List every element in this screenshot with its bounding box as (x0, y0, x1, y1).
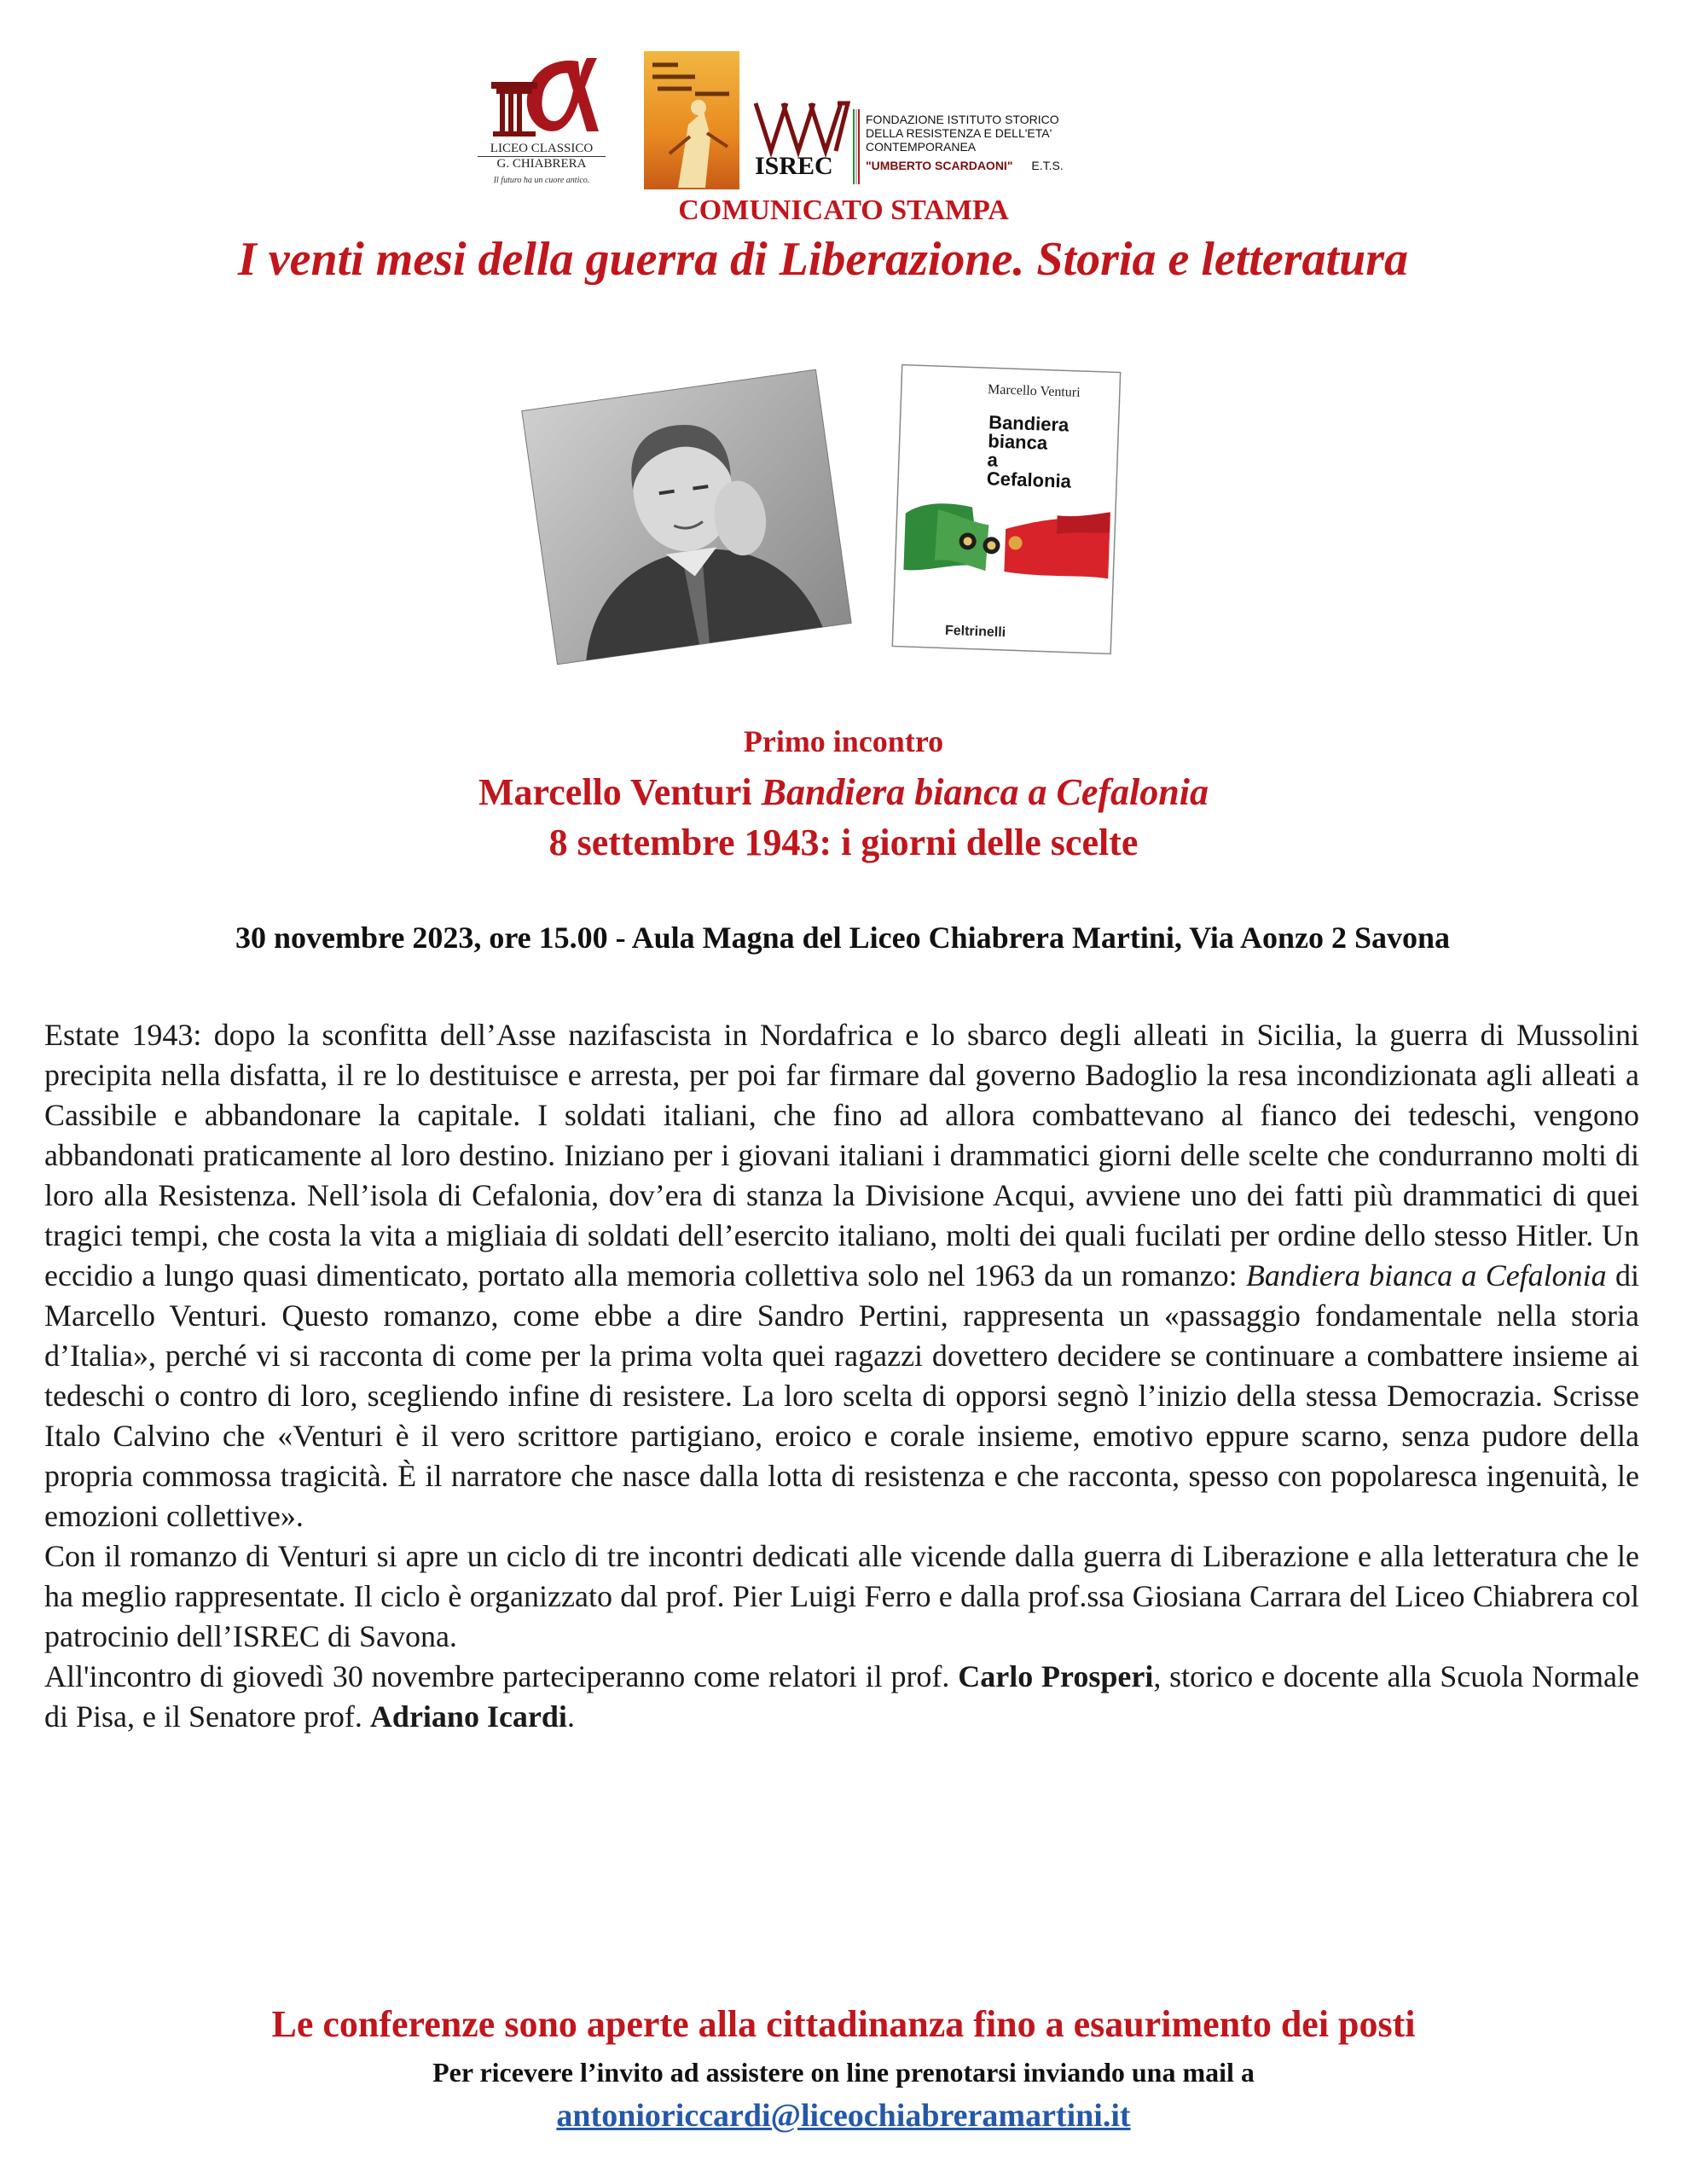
alpha-column-icon (478, 53, 606, 142)
body-p1-end: di Marcello Venturi. Questo romanzo, come ebbe a dire Sandro Pertini, rappresenta un «passaggio fondamentale nella storia d’Italia», perché vi si racconta di come per la prima volta quei ragazzi dovettero decidere se continuare a combattere insieme ai tedeschi o contro di loro, scegliendo infine di resistere. La loro scelta di opporsi segnò l’inizio della stessa Democrazia. Scrisse Italo Calvino che «Venturi è il vero scrittore partigiano, eroico e corale insieme, emotivo eppure scarno, senza pudore della propria commossa tragicità. È il narratore che nasce dalla lotta di resistenza e che racconta, spesso con popolaresca ingenuità, le emozioni collettive». (44, 1258, 1639, 1533)
fondazione-suffix: E.T.S. (1031, 159, 1064, 172)
fondazione-text (866, 113, 1156, 172)
event-book-title: Bandiera bianca a Cefalonia (761, 771, 1209, 813)
event-kicker: Primo incontro (743, 724, 944, 758)
author-portrait-icon (516, 363, 857, 671)
fondazione-line2: DELLA RESISTENZA E DELL'ETA' CONTEMPORANEA (866, 126, 1052, 154)
book-cover (887, 362, 1126, 660)
speaker-icardi: Adriano Icardi (369, 1699, 567, 1734)
author-photo (516, 363, 857, 675)
isrec-logo-icon (749, 98, 860, 158)
book-publisher: Feltrinelli (944, 623, 1006, 641)
page-title: I venti mesi della guerra di Liberazione. Storia e letteratura (238, 233, 1408, 286)
event-author: Marcello Venturi (478, 771, 752, 813)
comunicato-stampa: COMUNICATO STAMPA (678, 195, 1009, 226)
body-paragraph-2: Con il romanzo di Venturi si apre un ciclo di tre incontri dedicati alle vicende dalla guerra di Liberazione e alla letteratura che le ha meglio rappresentate. Il ciclo è organizzato dal prof. Pier Luigi Ferro e dalla prof.ssa Giosiana Carrara del Liceo Chiabrera col patrocinio dell’ISREC di Savona. (44, 1539, 1639, 1653)
liceo-name-line1: LICEO CLASSICO (490, 142, 594, 155)
event-subtitle: 8 settembre 1943: i giorni delle scelte (548, 822, 1139, 863)
fondazione-line1: FONDAZIONE ISTITUTO STORICO (866, 113, 1059, 126)
body-p1-start: Estate 1943: dopo la sconfitta dell’Asse nazifascista in Nordafrica e lo sbarco degli alleati in Sicilia, la guerra di Mussolini precipita nella disfatta, il re lo destituisce e arresta, per poi far firmare dal governo Badoglio la resa incondizionata agli alleati a Cassibile e abbandonare la capitale. I soldati italiani, che fino ad allora combattevano al fianco dei tedeschi, vengono abbandonati praticamente al loro destino. Iniziano per i giovani italiani i drammatici giorni delle scelte che condurranno molti di loro alla Resistenza. Nell’isola di Cefalonia, dov’era di stanza la Divisione Acqui, avviene uno dei fatti più drammatici di quei tragici tempi, che costa la vita a migliaia di soldati dell’esercito italiano, molti dei quali fucilati per ordine dello stesso Hitler. Un eccidio a lungo quasi dimenticato, portato alla memoria collettiva solo nel 1963 da un romanzo: (44, 1018, 1639, 1292)
book-title-line2: bianca (987, 430, 1048, 454)
body-p3-end: . (566, 1699, 575, 1734)
book-title-line3: a (987, 449, 999, 471)
book-title-line4: Cefalonia (986, 468, 1072, 492)
poster-logo-icon (644, 51, 739, 189)
book-cover-icon (887, 362, 1126, 656)
liceo-name-line2: G. CHIABRERA (478, 156, 606, 171)
footer-instructions: Per ricevere l’invito ad assistere on line prenotarsi inviando una mail a (432, 2057, 1255, 2088)
body-p1-book-title: Bandiera bianca a Cefalonia (1245, 1258, 1607, 1292)
book-title-line1: Bandiera (988, 411, 1070, 436)
footer-heading: Le conferenze sono aperte alla cittadinanza fino a esaurimento dei posti (271, 2003, 1416, 2045)
body-paragraph-1 (44, 1015, 1639, 1536)
tricolor-divider (853, 109, 860, 184)
poster-logo (644, 51, 739, 189)
book-title (986, 413, 1073, 491)
speaker-prosperi: Carlo Prosperi (958, 1659, 1154, 1693)
body-text (44, 1015, 1639, 1737)
event-author-line (0, 770, 1687, 814)
liceo-chiabrera-logo (478, 53, 606, 189)
contact-email-link[interactable]: antonioriccardi@liceochiabreramartini.it (556, 2098, 1131, 2134)
fondazione-name: "UMBERTO SCARDAONI" (866, 159, 1013, 172)
liceo-motto: Il futuro ha un cuore antico. (493, 176, 590, 185)
isrec-label: ISREC (755, 152, 833, 180)
event-when-where: 30 novembre 2023, ore 15.00 - Aula Magna del Liceo Chiabrera Martini, Via Aonzo 2 Savona (235, 921, 1450, 955)
body-p3-start: All'incontro di giovedì 30 novembre parteciperanno come relatori il prof. (44, 1659, 959, 1693)
book-author: Marcello Venturi (987, 382, 1081, 400)
body-paragraph-3 (44, 1657, 1639, 1737)
body-p3-middle: , storico e docente alla Scuola Normale di Pisa, e il Senatore prof. (44, 1659, 1639, 1734)
